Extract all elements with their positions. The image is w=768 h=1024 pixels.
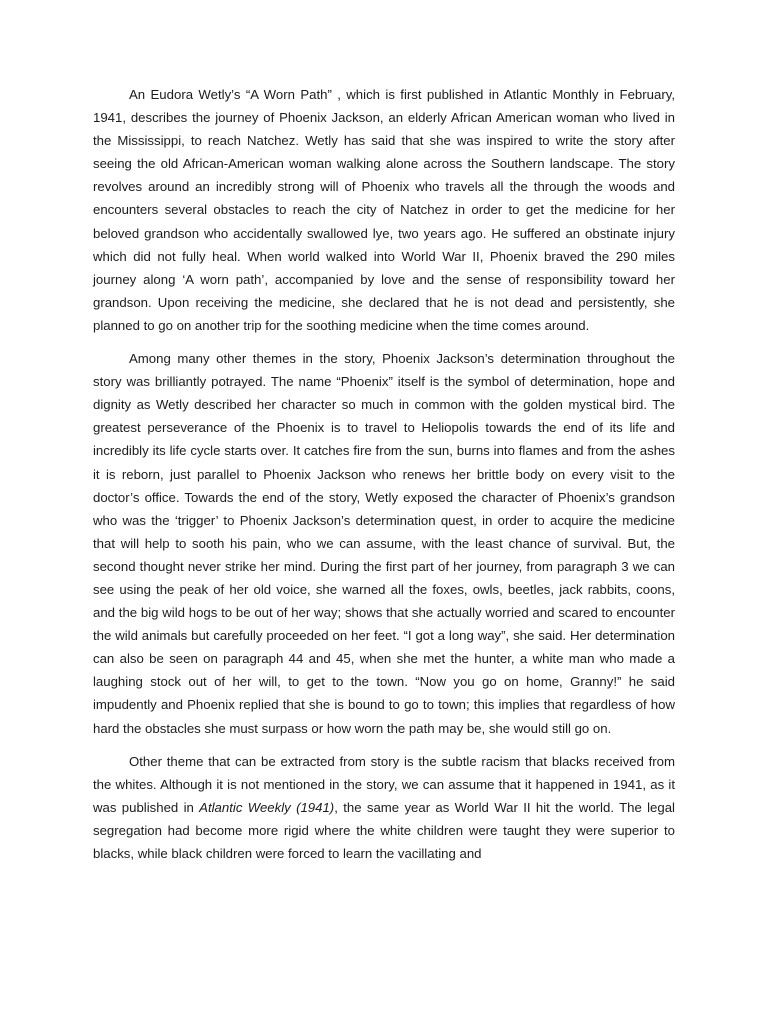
document-page bbox=[93, 83, 675, 875]
publication-title-italic: Atlantic Weekly (1941) bbox=[199, 799, 335, 815]
paragraph-3 bbox=[93, 750, 675, 865]
paragraph-3-text-before: Other theme that can be extracted from story is the subtle racism that blacks received from the whites. Although it is not mentioned in the story, we can assume that it happened in 1941, as it was published in bbox=[93, 753, 675, 815]
paragraph-1: An Eudora Wetly’s “A Worn Path” , which is first published in Atlantic Monthly in February, 1941, describes the journey of Phoenix Jackson, an elderly African American woman who lived in the Mississippi, to reach Natchez. Wetly has said that she was inspired to write the story after seeing the old African-American woman walking alone across the Southern landscape. The story revolves around an incredibly strong will of Phoenix who travels all the through the woods and encounters several obstacles to reach the city of Natchez in order to get the medicine for her beloved grandson who accidentally swallowed lye, two years ago. He suffered an obstinate injury which did not fully heal. When world walked into World War II, Phoenix braved the 290 miles journey along ‘A worn path’, accompanied by love and the sense of responsibility toward her grandson. Upon receiving the medicine, she declared that he is not dead and persistently, she planned to go on another trip for the soothing medicine when the time comes around. bbox=[93, 87, 675, 333]
paragraph-2: Among many other themes in the story, Phoenix Jackson’s determination throughout the story was brilliantly potrayed. The name “Phoenix” itself is the symbol of determination, hope and dignity as Wetly described her character so much in common with the golden mystical bird. The greatest perseverance of the Phoenix is to travel to Heliopolis towards the end of its life and incredibly its life cycle starts over. It catches fire from the sun, burns into flames and from the ashes it is reborn, just parallel to Phoenix Jackson who renews her brittle body on every visit to the doctor’s office. Towards the end of the story, Wetly exposed the character of Phoenix’s grandson who was the ‘trigger’ to Phoenix Jackson’s determination quest, in order to acquire the medicine that will help to sooth his pain, who we can assume, with the least chance of survival. But, the second thought never strike her mind. During the first part of her journey, from paragraph 3 we can see using the peak of her old voice, she warned all the foxes, owls, beetles, jack rabbits, coons, and the big wild hogs to be out of her way; shows that she actually worried and scared to encounter the wild animals but carefully proceeded on her feet. “I got a long way”, she said. Her determination can also be seen on paragraph 44 and 45, when she met the hunter, a white man who made a laughing stock out of her will, to get to the town. “Now you go on home, Granny!” he said impudently and Phoenix replied that she is bound to go to town; this implies that regardless of how hard the obstacles she must surpass or how worn the path may be, she would still go on. bbox=[93, 351, 675, 736]
paragraph-3-text-after: , the same year as World War II hit the world. The legal segregation had become more rigid where the white children were taught they were superior to blacks, while black children were forced to learn the vacillating and bbox=[93, 799, 675, 861]
